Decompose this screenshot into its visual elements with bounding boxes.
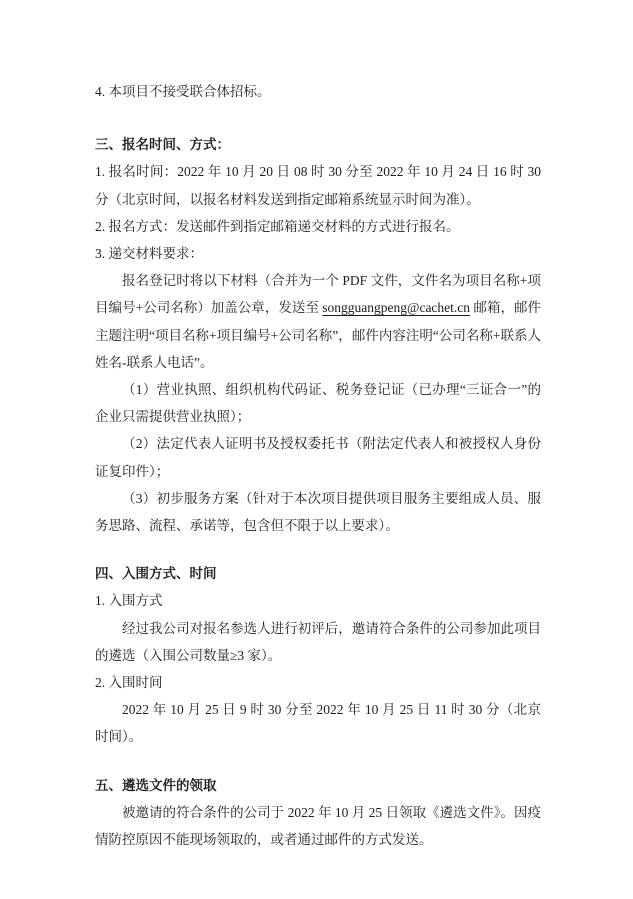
clause-registration-time: 1. 报名时间：2022 年 10 月 20 日 08 时 30 分至 2022 年 10 月 24 日 16 时 30 分（北京时间，以报名材料发送到指定邮箱系统显示时间为准）。 xyxy=(95,164,541,207)
section-heading-selection-document-collection: 五、遴选文件的领取 xyxy=(95,777,217,793)
clause-shortlist-method-title: 1. 入围方式 xyxy=(95,593,163,609)
clause-item3-preliminary-service-plan: （3）初步服务方案（针对于本次项目提供项目服务主要组成人员、服务思路、流程、承诺等，包含但不限于以上要求）。 xyxy=(95,490,541,534)
email-paragraph-post-text: 邮箱，邮件主题注明“项目名称+项目编号+公司名称”，邮件内容注明“公司名称+联系人姓名-联系人电话”。 xyxy=(95,300,541,370)
clause-shortlist-method-detail: 经过我公司对报名参选人进行初评后，邀请符合条件的公司参加此项目的遴选（入围公司数量≥3 家）。 xyxy=(95,620,541,663)
clause-material-requirements-title: 3. 递交材料要求： xyxy=(95,246,203,262)
section-heading-shortlist-method-time: 四、入围方式、时间 xyxy=(95,566,217,582)
clause-no-consortium-bidding: 4. 本项目不接受联合体招标。 xyxy=(95,84,271,99)
email-paragraph-pre-text: 报名登记时将以下材料（合并为一个 PDF 文件，文件名为项目名称+项目编号+公司名称）加盖公章，发送至 xyxy=(95,273,541,316)
email-address: songguangpeng@cachet.cn xyxy=(322,300,471,316)
clause-selection-document-collection-detail: 被邀请的符合条件的公司于 2022 年 10 月 25 日领取《遴选文件》。因疫情防控原因不能现场领取的，或者通过邮件的方式发送。 xyxy=(95,804,541,848)
clause-material-submission-email xyxy=(95,267,541,376)
section-heading-registration-time-method: 三、报名时间、方式： xyxy=(95,137,230,153)
clause-shortlist-time-title: 2. 入围时间 xyxy=(95,675,163,691)
clause-item2-legal-representative: （2）法定代表人证明书及授权委托书（附法定代表人和被授权人身份证复印件）； xyxy=(95,436,541,479)
clause-item1-business-license: （1）营业执照、组织机构代码证、税务登记证（已办理“三证合一”的企业只需提供营业执照）； xyxy=(95,382,541,425)
clause-shortlist-time-detail: 2022 年 10 月 25 日 9 时 30 分至 2022 年 10 月 25 日 11 时 30 分（北京时间）。 xyxy=(95,702,541,745)
clause-registration-method: 2. 报名方式：发送邮件到指定邮箱递交材料的方式进行报名。 xyxy=(95,218,460,234)
